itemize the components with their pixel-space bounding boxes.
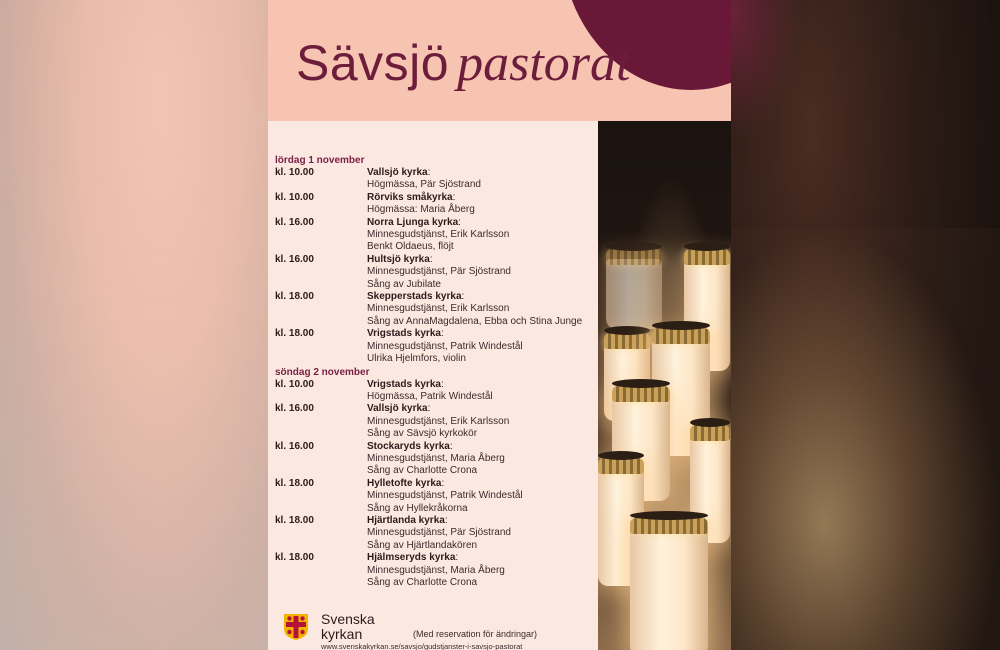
service-detail: Minnesgudstjänst, Pär Sjöstrand bbox=[367, 527, 511, 539]
logo-line-1: Svenska bbox=[321, 611, 375, 627]
church-name: Hylletofte kyrka bbox=[367, 477, 442, 489]
svenska-kyrkan-logo-text bbox=[321, 612, 375, 642]
title-part-2: pastorat bbox=[457, 35, 631, 92]
service-detail: Minnesgudstjänst, Maria Åberg bbox=[367, 564, 505, 576]
reservation-note: (Med reservation för ändringar) bbox=[413, 629, 538, 639]
church-name: Hultsjö kyrka bbox=[367, 253, 430, 265]
service-time: kl. 16.00 bbox=[275, 253, 314, 265]
poster-title bbox=[296, 34, 630, 93]
service-schedule bbox=[275, 154, 605, 589]
church-name-row: Vallsjö kyrka: bbox=[367, 167, 431, 178]
service-entry bbox=[275, 552, 605, 589]
service-entry bbox=[275, 478, 605, 515]
candles-photo bbox=[598, 121, 731, 650]
service-time: kl. 10.00 bbox=[275, 167, 314, 178]
poster-header bbox=[268, 0, 731, 121]
service-time: kl. 18.00 bbox=[275, 291, 314, 303]
church-name: Stockaryds kyrka bbox=[367, 440, 450, 452]
service-detail: Minnesgudstjänst, Pär Sjöstrand bbox=[367, 266, 511, 278]
church-name: Vallsjö kyrka bbox=[367, 167, 428, 178]
service-time: kl. 10.00 bbox=[275, 191, 314, 203]
service-detail: Högmässa, Pär Sjöstrand bbox=[367, 179, 481, 191]
service-detail: Sång av Sävsjö kyrkokör bbox=[367, 428, 478, 440]
church-name-row: Hylletofte kyrka: bbox=[367, 477, 445, 489]
service-detail: Minnesgudstjänst, Maria Åberg bbox=[367, 452, 505, 464]
service-entry bbox=[275, 403, 605, 440]
service-entry bbox=[275, 515, 605, 552]
church-name-row: Norra Ljunga kyrka: bbox=[367, 216, 461, 228]
service-detail: Sång av Hyllekråkorna bbox=[367, 502, 468, 514]
church-name-row: Hjälmseryds kyrka: bbox=[367, 552, 459, 564]
service-entry bbox=[275, 217, 605, 254]
service-time: kl. 18.00 bbox=[275, 328, 314, 340]
church-name-row: Vrigstads kyrka: bbox=[367, 378, 444, 390]
poster-footer bbox=[268, 605, 598, 650]
service-time: kl. 16.00 bbox=[275, 216, 314, 228]
blurred-background-right bbox=[731, 0, 1000, 650]
service-entry bbox=[275, 167, 605, 192]
service-entry bbox=[275, 379, 605, 404]
title-part-1: Sävsjö bbox=[296, 35, 450, 91]
service-detail: Minnesgudstjänst, Patrik Windestål bbox=[367, 490, 523, 502]
church-cross-crown-icon bbox=[281, 611, 311, 641]
church-name-row: Stockaryds kyrka: bbox=[367, 440, 453, 452]
service-time: kl. 10.00 bbox=[275, 378, 314, 390]
blurred-background-left bbox=[0, 0, 268, 650]
service-detail: Minnesgudstjänst, Patrik Windestål bbox=[367, 340, 523, 352]
service-time: kl. 18.00 bbox=[275, 514, 314, 526]
service-time: kl. 18.00 bbox=[275, 552, 314, 564]
service-detail: Ulrika Hjelmfors, violin bbox=[367, 353, 466, 365]
church-name-row: Rörviks småkyrka: bbox=[367, 191, 456, 203]
church-name: Hjärtlanda kyrka bbox=[367, 514, 445, 526]
service-time: kl. 16.00 bbox=[275, 403, 314, 415]
service-detail: Högmässa, Patrik Windestål bbox=[367, 390, 493, 402]
website-url: www.svenskakyrkan.se/savsjo/gudstjanster-i-savsjo-pastorat bbox=[321, 642, 523, 650]
service-entry bbox=[275, 328, 605, 365]
service-detail: Minnesgudstjänst, Erik Karlsson bbox=[367, 229, 510, 241]
logo-line-2: kyrkan bbox=[321, 626, 363, 642]
service-detail: Sång av Hjärtlandakören bbox=[367, 539, 478, 551]
church-name-row: Vallsjö kyrka: bbox=[367, 403, 431, 415]
church-name-row: Hultsjö kyrka: bbox=[367, 253, 433, 265]
day-heading: lördag 1 november bbox=[275, 155, 365, 166]
poster bbox=[268, 0, 731, 650]
church-name: Hjälmseryds kyrka bbox=[367, 552, 456, 564]
service-detail: Benkt Oldaeus, flöjt bbox=[367, 241, 454, 253]
day-heading: söndag 2 november bbox=[275, 366, 370, 378]
church-name: Norra Ljunga kyrka bbox=[367, 216, 459, 228]
service-detail: Minnesgudstjänst, Erik Karlsson bbox=[367, 303, 510, 315]
service-time: kl. 18.00 bbox=[275, 477, 314, 489]
church-name-row: Hjärtlanda kyrka: bbox=[367, 514, 448, 526]
church-name: Vrigstads kyrka bbox=[367, 328, 441, 340]
service-detail: Sång av Jubilate bbox=[367, 278, 441, 290]
service-detail: Sång av Charlotte Crona bbox=[367, 577, 478, 588]
church-name-row: Skepperstads kyrka: bbox=[367, 291, 465, 303]
church-name: Skepperstads kyrka bbox=[367, 291, 462, 303]
service-detail: Minnesgudstjänst, Erik Karlsson bbox=[367, 415, 510, 427]
church-name-row: Vrigstads kyrka: bbox=[367, 328, 444, 340]
service-entry bbox=[275, 291, 605, 328]
church-name: Rörviks småkyrka bbox=[367, 191, 453, 203]
service-detail: Sång av Charlotte Crona bbox=[367, 465, 478, 477]
service-entry bbox=[275, 192, 605, 217]
service-entry bbox=[275, 441, 605, 478]
church-name: Vrigstads kyrka bbox=[367, 378, 441, 390]
service-detail: Sång av AnnaMagdalena, Ebba och Stina Junge bbox=[367, 315, 583, 327]
service-detail: Högmässa: Maria Åberg bbox=[367, 204, 475, 216]
service-time: kl. 16.00 bbox=[275, 440, 314, 452]
church-name: Vallsjö kyrka bbox=[367, 403, 428, 415]
service-entry bbox=[275, 254, 605, 291]
